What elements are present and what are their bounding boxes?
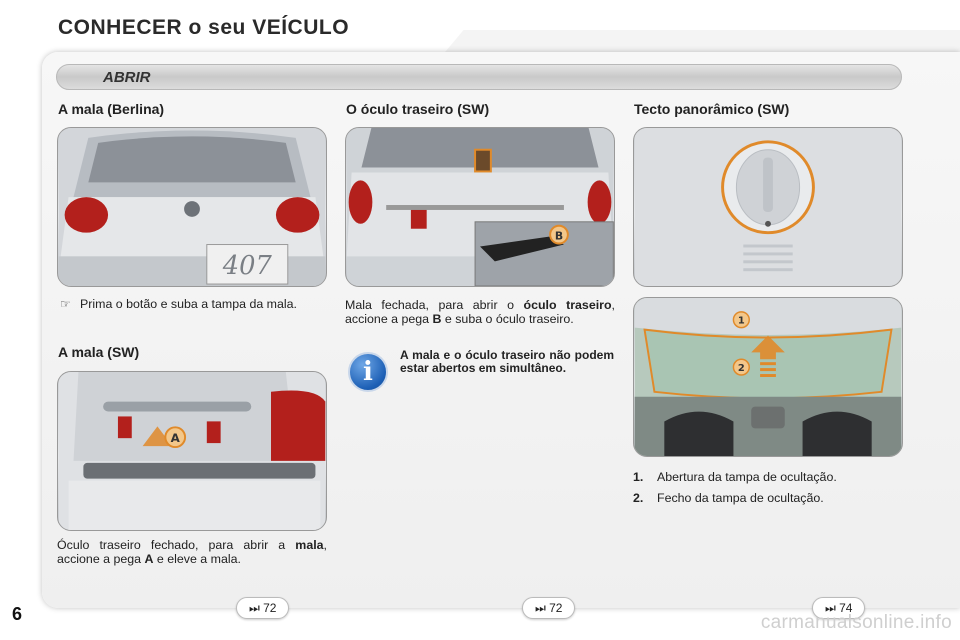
pointing-hand-icon: ☞ — [60, 297, 71, 311]
col2-text-part: e suba o óculo traseiro. — [441, 312, 574, 326]
page-title: CONHECER o seu VEÍCULO — [58, 16, 350, 39]
sw-rear-window-illustration — [346, 128, 614, 286]
list-item — [633, 491, 837, 505]
col2-title: O óculo traseiro (SW) — [346, 101, 490, 117]
sw-trunk-illustration — [58, 372, 326, 530]
info-note: A mala e o óculo traseiro não podem estar abertos em simultâneo. — [400, 348, 614, 375]
col1-sw-text-bold: A — [144, 552, 154, 566]
col2-text-part: Mala fechada, para abrir o — [345, 298, 524, 312]
col1-berlina-text: Prima o botão e suba a tampa da mala. — [80, 297, 297, 311]
page-ref-link-col3[interactable]: ⏭ 74 — [812, 597, 865, 619]
section-bar — [56, 64, 902, 90]
col1-sw-text-part: e eleve a mala. — [153, 552, 241, 566]
col1-sw-text-part: Óculo traseiro fechado, para abrir a — [57, 538, 296, 552]
roof-control-illustration — [634, 128, 902, 286]
photo-roof-interior — [633, 297, 903, 457]
page-number: 6 — [12, 604, 23, 624]
info-icon: i — [348, 352, 388, 392]
list-item — [633, 470, 837, 484]
list-item-number: 1. — [633, 470, 644, 484]
list-item-number: 2. — [633, 491, 644, 505]
col2-text-bold: óculo traseiro — [523, 298, 612, 312]
photo-sw-trunk — [57, 371, 327, 531]
section-title: ABRIR — [103, 69, 151, 86]
photo-sw-rear-window — [345, 127, 615, 287]
col1-sw-text-part: , accione a pega — [57, 538, 327, 566]
col1-title-berlina: A mala (Berlina) — [58, 101, 165, 117]
list-item-text: Fecho da tampa de ocultação. — [657, 491, 824, 505]
photo2-label: A — [170, 431, 180, 446]
photo3-label: B — [554, 229, 564, 243]
col2-text-part: , accione a pega — [345, 298, 615, 326]
roof-marker-2: 2 — [737, 363, 745, 375]
col1-title-sw: A mala (SW) — [58, 344, 140, 360]
list-item-text: Abertura da tampa de ocultação. — [657, 470, 837, 484]
col1-sw-text-bold: mala — [295, 538, 324, 552]
col2-text-bold: B — [432, 312, 442, 326]
col2-text — [345, 298, 615, 326]
berlina-trunk-illustration — [58, 128, 326, 286]
photo-berlina-trunk — [57, 127, 327, 287]
photo-roof-control — [633, 127, 903, 287]
col1-sw-text — [57, 538, 327, 566]
watermark: carmanualsonline.info — [760, 612, 952, 633]
roof-marker-1: 1 — [737, 315, 745, 327]
photo1-label: 407 — [222, 251, 272, 282]
roof-interior-illustration — [634, 298, 902, 456]
col3-title: Tecto panorâmico (SW) — [634, 101, 790, 117]
page-ref-link-col1[interactable]: ⏭ 72 — [236, 597, 289, 619]
roof-instructions-list — [633, 470, 837, 512]
page-ref-link-col2[interactable]: ⏭ 72 — [522, 597, 575, 619]
